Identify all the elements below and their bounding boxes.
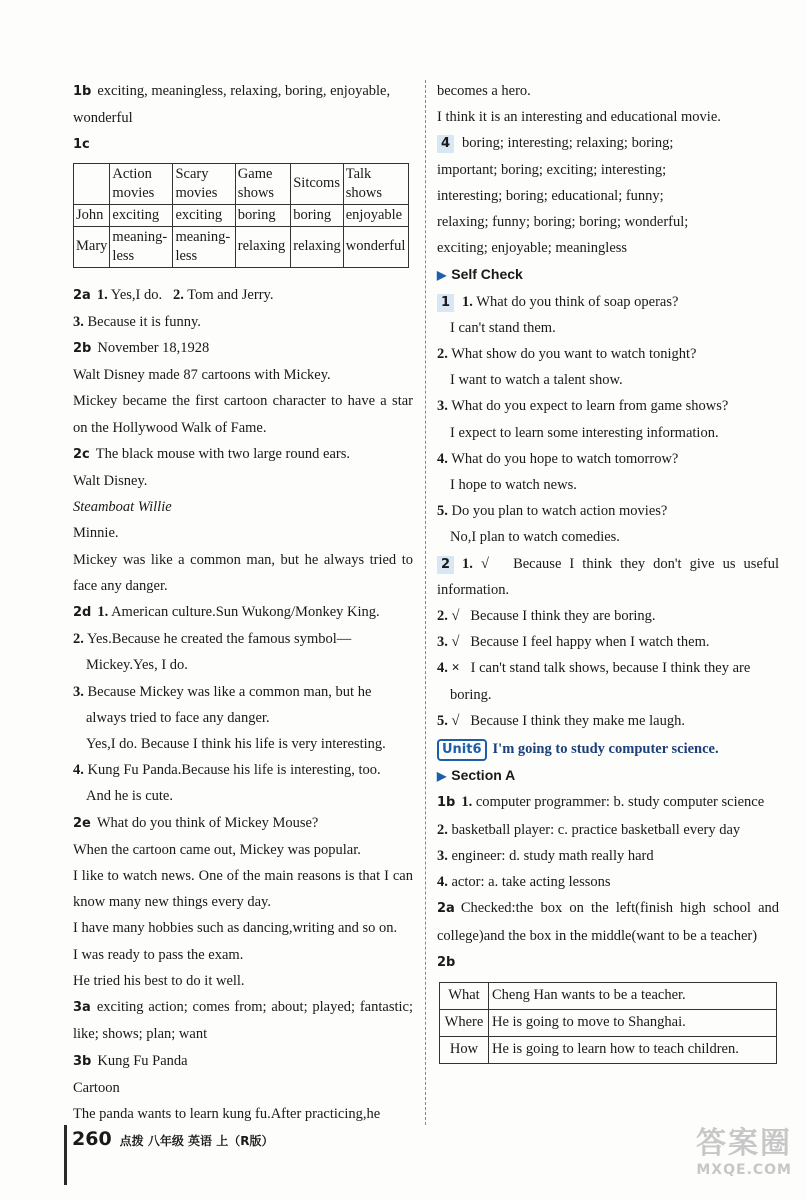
answer-text: always tried to face any danger. bbox=[86, 709, 270, 726]
answer-text: The panda wants to learn kung fu.After practicing,he bbox=[73, 1105, 381, 1122]
table-cell: Sitcoms bbox=[291, 163, 344, 204]
tag-2a: 2a bbox=[437, 901, 455, 917]
watermark bbox=[696, 1118, 792, 1178]
column-divider bbox=[425, 80, 426, 1125]
table-row bbox=[440, 1009, 777, 1036]
item-number: 3. √ bbox=[437, 634, 460, 651]
answer-text: What do you expect to learn from game shows? bbox=[451, 398, 729, 415]
answer-text: Mickey was like a common man, but he always tried to face any danger. bbox=[73, 551, 413, 594]
item-number: 2. bbox=[172, 286, 184, 303]
tag-2b: 2b bbox=[73, 341, 92, 357]
tag-1c: 1c bbox=[73, 137, 90, 153]
answer-text: I like to watch news. One of the main reasons is that I can know many new things every day. bbox=[73, 868, 413, 911]
watermark-text: 答案圈 bbox=[696, 1126, 792, 1161]
question-number-box: 4 bbox=[437, 135, 454, 153]
answer-line bbox=[437, 708, 779, 734]
item-number: 5. bbox=[437, 503, 448, 520]
table-cell: Cheng Han wants to be a teacher. bbox=[489, 982, 777, 1009]
table-cell: How bbox=[440, 1036, 489, 1063]
item-number: 3. bbox=[73, 683, 84, 700]
table-row bbox=[74, 226, 409, 267]
item-number: 2. bbox=[437, 821, 448, 838]
table-1c bbox=[73, 163, 409, 268]
answer-text: No,I plan to watch comedies. bbox=[450, 529, 620, 546]
self-check-1 bbox=[437, 289, 779, 315]
item-number: 4. bbox=[437, 874, 448, 891]
answer-line bbox=[73, 626, 413, 652]
answer-text: I can't stand them. bbox=[450, 319, 556, 336]
self-check-2 bbox=[437, 551, 779, 603]
answer-text: Do you plan to watch action movies? bbox=[451, 503, 668, 520]
answer-text: Because it is funny. bbox=[87, 313, 201, 330]
item-number: 4. × bbox=[437, 660, 460, 677]
table-header-row bbox=[74, 163, 409, 204]
answer-text: basketball player: c. practice basketball every day bbox=[451, 821, 741, 838]
answer-3a bbox=[73, 994, 413, 1047]
table-cell: John bbox=[74, 204, 110, 226]
triangle-icon: ▶ bbox=[437, 268, 447, 283]
answer-text: Yes,I do. Because I think his life is very interesting. bbox=[86, 736, 386, 753]
table-cell: exciting bbox=[110, 204, 173, 226]
answer-text: Yes.Because he created the famous symbol— bbox=[86, 631, 352, 648]
item-number: 3. bbox=[73, 313, 84, 330]
answer-text: November 18,1928 bbox=[97, 340, 210, 357]
table-cell: enjoyable bbox=[343, 204, 408, 226]
answer-text: interesting; boring; educational; funny; bbox=[437, 187, 664, 204]
answer-text: Minnie. bbox=[73, 525, 119, 542]
answer-text: Walt Disney made 87 cartoons with Mickey. bbox=[73, 367, 331, 384]
question-number-box: 1 bbox=[437, 294, 454, 312]
answer-text: exciting action; comes from; about; played; fantastic; like; shows; plan; want bbox=[73, 999, 413, 1043]
table-row bbox=[440, 1036, 777, 1063]
item-number: 2. bbox=[73, 631, 84, 648]
answer-line bbox=[437, 393, 779, 419]
answer-line bbox=[73, 309, 413, 335]
tag-2c: 2c bbox=[73, 446, 90, 462]
answer-text: The black mouse with two large round ears. bbox=[95, 445, 350, 462]
self-check-heading bbox=[437, 261, 779, 288]
answer-text: Checked:the box on the left(finish high school and college)and the box in the middle(want to be a teacher) bbox=[437, 900, 779, 944]
item-number: 3. bbox=[437, 398, 448, 415]
answer-line bbox=[437, 341, 779, 367]
answer-text: He tried his best to do it well. bbox=[73, 972, 245, 989]
triangle-icon: ▶ bbox=[437, 769, 447, 784]
table-cell: boring bbox=[291, 204, 344, 226]
item-number: 4. bbox=[73, 762, 84, 779]
answer-text: Tom and Jerry. bbox=[187, 286, 274, 303]
table-cell: meaning-less bbox=[110, 226, 173, 267]
answer-text: I can't stand talk shows, because I think they are bbox=[470, 660, 751, 677]
answer-text: When the cartoon came out, Mickey was popular. bbox=[73, 841, 361, 858]
watermark-url: MXQE.COM bbox=[696, 1162, 792, 1178]
answer-line bbox=[437, 603, 779, 629]
answer-text: Cartoon bbox=[73, 1079, 120, 1096]
answer-text: What show do you want to watch tonight? bbox=[451, 346, 697, 363]
answer-text: engineer: d. study math really hard bbox=[451, 847, 654, 864]
answer-2a bbox=[437, 895, 779, 948]
answer-line bbox=[73, 679, 413, 705]
book-title: 点拨 八年级 英语 上（R版） bbox=[119, 1134, 274, 1148]
answer-line bbox=[437, 629, 779, 655]
answer-line bbox=[73, 757, 413, 783]
table-cell: Action movies bbox=[110, 163, 173, 204]
answer-line bbox=[437, 869, 779, 895]
table-cell: Where bbox=[440, 1009, 489, 1036]
answer-text: Mickey.Yes, I do. bbox=[86, 657, 188, 674]
tag-3b: 3b bbox=[73, 1053, 92, 1069]
answer-text: boring. bbox=[450, 686, 492, 703]
item-number: 2. √ bbox=[437, 608, 460, 625]
table-cell: Mary bbox=[74, 226, 110, 267]
answer-text: actor: a. take acting lessons bbox=[451, 874, 611, 891]
answer-text: Walt Disney. bbox=[73, 473, 148, 490]
heading-text: Self Check bbox=[451, 266, 523, 283]
answer-2b bbox=[73, 335, 413, 362]
item-number: 1. bbox=[461, 794, 473, 811]
right-column bbox=[437, 78, 779, 1064]
answer-1b bbox=[437, 789, 779, 816]
answer-text: Because I think they make me laugh. bbox=[470, 712, 685, 729]
table-cell: boring bbox=[235, 204, 290, 226]
table-cell: He is going to learn how to teach children. bbox=[489, 1036, 777, 1063]
answer-text: Steamboat Willie bbox=[73, 499, 172, 516]
answer-text: American culture.Sun Wukong/Monkey King. bbox=[111, 604, 380, 621]
page-number: 260 bbox=[72, 1128, 112, 1150]
answer-text: Mickey became the first cartoon character to have a star on the Hollywood Walk of Fame. bbox=[73, 393, 413, 436]
item-number: 1. bbox=[462, 293, 473, 310]
answer-text: What do you think of soap operas? bbox=[476, 293, 679, 310]
tag-1b: 1b bbox=[73, 84, 92, 99]
answer-text: What do you hope to watch tomorrow? bbox=[451, 450, 679, 467]
left-column bbox=[73, 78, 413, 1127]
table-2b bbox=[439, 982, 777, 1064]
tag-2b: 2b bbox=[437, 954, 456, 970]
answer-text: Yes,I do. bbox=[110, 286, 163, 303]
item-number: 1. bbox=[97, 604, 109, 621]
answer-text: Because Mickey was like a common man, but he bbox=[87, 683, 372, 700]
answer-2b bbox=[437, 949, 779, 976]
unit-title: I'm going to study computer science. bbox=[492, 741, 719, 758]
question-number-box: 2 bbox=[437, 556, 454, 574]
answer-line bbox=[437, 655, 779, 681]
answer-2a bbox=[73, 282, 413, 309]
answer-2e bbox=[73, 810, 413, 837]
answer-text: I expect to learn some interesting information. bbox=[450, 424, 719, 441]
tag-3a: 3a bbox=[73, 1000, 91, 1016]
table-cell: He is going to move to Shanghai. bbox=[489, 1009, 777, 1036]
answer-text: I want to watch a talent show. bbox=[450, 372, 623, 389]
table-cell: wonderful bbox=[343, 226, 408, 267]
answer-text: Kung Fu Panda bbox=[97, 1052, 188, 1069]
answer-text: exciting, meaningless, relaxing, boring, enjoyable, bbox=[97, 83, 391, 99]
answer-line bbox=[437, 446, 779, 472]
answer-text: Because I think they are boring. bbox=[470, 608, 656, 625]
tag-2a: 2a bbox=[73, 287, 91, 303]
answer-2d bbox=[73, 599, 413, 626]
footer-bar bbox=[64, 1125, 67, 1185]
answer-text: Because I think they don't give us useful information. bbox=[437, 555, 779, 598]
answer-text: And he is cute. bbox=[86, 788, 173, 805]
section-a-heading bbox=[437, 762, 779, 789]
answer-1b bbox=[73, 78, 413, 105]
item-number: 4. bbox=[437, 450, 448, 467]
item-number: 1. √ bbox=[462, 555, 489, 572]
answer-text: Kung Fu Panda.Because his life is interesting, too. bbox=[87, 762, 381, 779]
answer-text: I think it is an interesting and educational movie. bbox=[437, 109, 721, 126]
table-cell: Talk shows bbox=[343, 163, 408, 204]
answer-2c bbox=[73, 441, 413, 468]
answer-line bbox=[437, 498, 779, 524]
answer-text: boring; interesting; relaxing; boring; bbox=[462, 135, 674, 152]
tag-2d: 2d bbox=[73, 605, 92, 621]
table-cell: exciting bbox=[173, 204, 235, 226]
item-number: 3. bbox=[437, 847, 448, 864]
table-cell: relaxing bbox=[291, 226, 344, 267]
table-cell: What bbox=[440, 982, 489, 1009]
page-footer bbox=[72, 1128, 273, 1150]
answer-text: exciting; enjoyable; meaningless bbox=[437, 240, 628, 257]
table-cell: meaning-less bbox=[173, 226, 235, 267]
answer-text: relaxing; funny; boring; boring; wonderful; bbox=[437, 214, 689, 231]
item-number: 2. bbox=[437, 346, 448, 363]
unit-label: Unit6 bbox=[437, 739, 487, 761]
table-cell bbox=[74, 163, 110, 204]
tag-2e: 2e bbox=[73, 815, 91, 831]
answer-line bbox=[437, 817, 779, 843]
answer-text: becomes a hero. bbox=[437, 83, 531, 99]
table-cell: relaxing bbox=[235, 226, 290, 267]
table-row bbox=[74, 204, 409, 226]
table-row bbox=[440, 982, 777, 1009]
answer-text: important; boring; exciting; interesting; bbox=[437, 161, 667, 178]
tag-1b: 1b bbox=[437, 795, 456, 811]
heading-text: Section A bbox=[451, 767, 516, 784]
answer-text: I have many hobbies such as dancing,writing and so on. bbox=[73, 920, 398, 937]
unit-heading bbox=[437, 736, 779, 762]
table-cell: Game shows bbox=[235, 163, 290, 204]
answer-text: wonderful bbox=[73, 110, 133, 127]
item-number: 1. bbox=[96, 286, 108, 303]
answer-3b bbox=[73, 1048, 413, 1075]
answer-text: computer programmer: b. study computer science bbox=[475, 794, 765, 811]
answer-text: I hope to watch news. bbox=[450, 477, 577, 494]
answer-text: Because I feel happy when I watch them. bbox=[470, 634, 710, 651]
table-cell: Scary movies bbox=[173, 163, 235, 204]
answer-1c bbox=[73, 131, 413, 158]
answer-4 bbox=[437, 130, 779, 156]
item-number: 5. √ bbox=[437, 712, 460, 729]
answer-text: What do you think of Mickey Mouse? bbox=[96, 814, 319, 831]
answer-line bbox=[437, 843, 779, 869]
answer-text: I was ready to pass the exam. bbox=[73, 946, 244, 963]
